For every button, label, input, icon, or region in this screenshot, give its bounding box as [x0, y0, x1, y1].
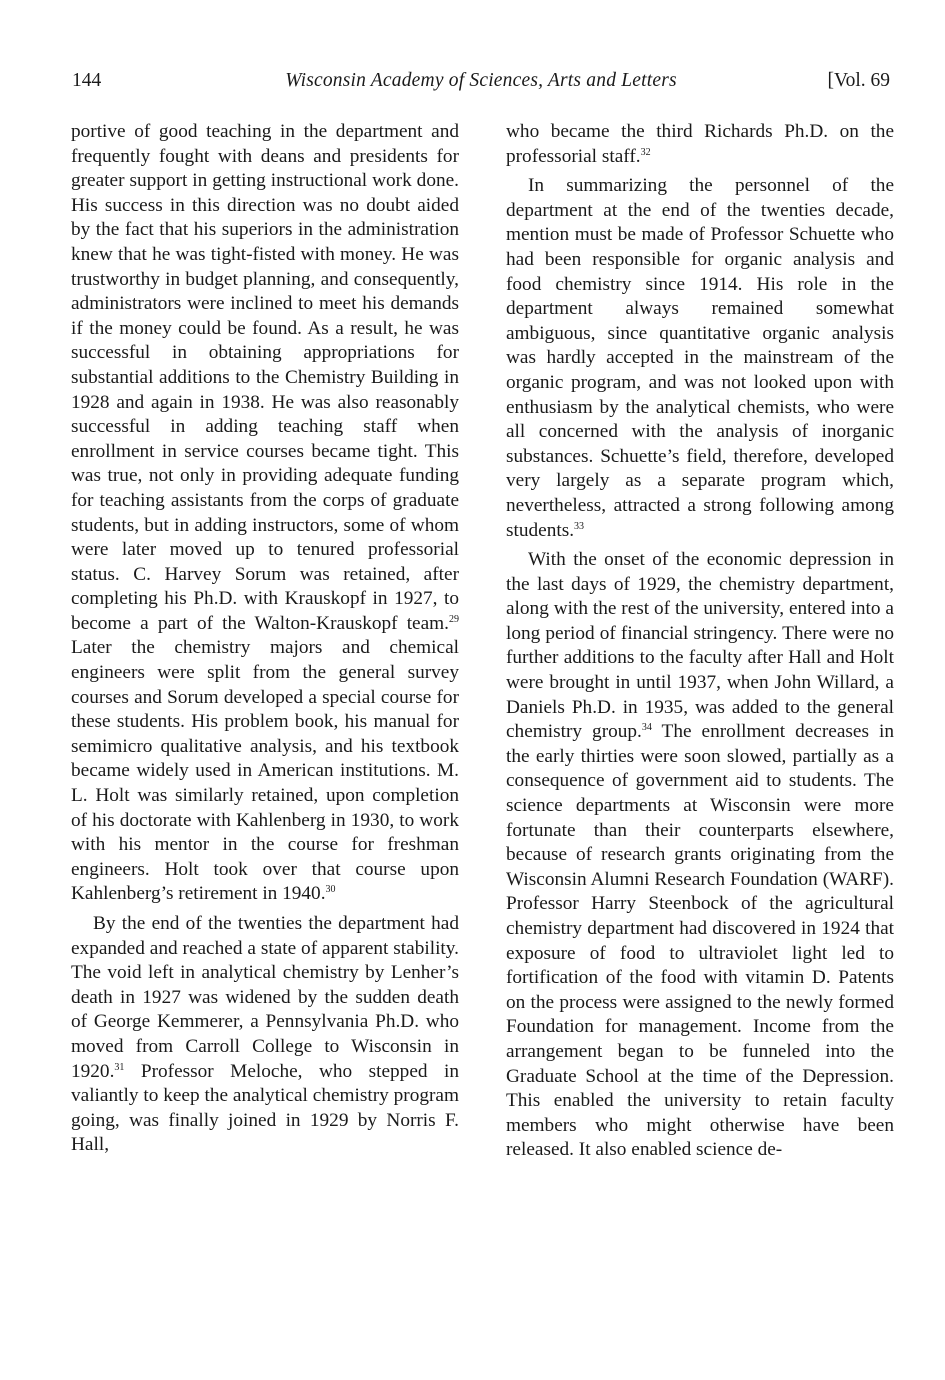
footnote-ref: 31 — [114, 1061, 125, 1073]
right-column — [506, 120, 894, 1163]
paragraph-text: portive of good teaching in the department and frequently fought with deans and presidents for greater support in getting instructional work done. His success in this direction was no doubt aided by the fact that his superiors in the administration knew that he was tight-fisted with money. He was trustworthy in budget planning, and consequently, administrators were inclined to meet his demands if the money could be found. As a result, he was successful in obtaining appropriations for substantial additions to the Chemistry Building in 1928 and again in 1938. He was also reasonably successful in adding teaching staff when enrollment in service courses became tight. This was true, not only in providing adequate funding for teaching assistants from the corps of graduate students, but in adding instructors, some of whom were later moved up to tenured professorial status. C. Harvey Sorum was retained, after completing his Ph.D. with Krauskopf in 1927, to become a part of the Walton-Krauskopf team. — [71, 121, 459, 634]
paragraph — [506, 120, 894, 169]
paragraph — [71, 912, 459, 1158]
paragraph — [506, 548, 894, 1163]
footnote-ref: 32 — [640, 146, 651, 158]
paragraph — [506, 174, 894, 543]
page-number: 144 — [72, 70, 102, 91]
footnote-ref: 34 — [641, 722, 652, 734]
paragraph-text: Professor Meloche, who stepped in valiantly to keep the analytical chemistry program going, was finally joined in 1929 by Norris F. Hall, — [71, 1060, 459, 1156]
left-column — [71, 120, 459, 1158]
paragraph-text: Later the chemistry majors and chemical engineers were split from the general survey courses and Sorum developed a special course for these students. His problem book, his manual for semimicro qualitative analysis, and his textbook became widely used in American institutions. M. L. Holt was similarly retained, upon completion of his doctorate with Kahlenberg in 1930, to work with his mentor in the course for freshman engineers. Holt took over that course upon Kahlenberg’s retirement in 1940. — [71, 637, 459, 905]
footnote-ref: 29 — [449, 613, 459, 625]
running-title: Wisconsin Academy of Sciences, Arts and Letters — [285, 70, 677, 91]
paragraph-text: In summarizing the personnel of the department at the end of the twenties decade, mention must be made of Professor Schuette who had been responsible for organic analysis and food chemistry since 1914. His role in the department always remained somewhat ambiguous, since quantitative organic analysis was hardly accepted in the mainstream of the organic program, and was not looked upon with enthusiasm by the analytical chemists, who were all concerned with the analysis of inorganic substances. Schuette’s field, therefore, developed very largely as a separate program which, nevertheless, attracted a strong following among students. — [506, 175, 894, 541]
paragraph — [71, 120, 459, 907]
paragraph-text: By the end of the twenties the department had expanded and reached a state of apparent stability. The void left in analytical chemistry by Lenher’s death in 1927 was widened by the sudden death of George Kemmerer, a Pennsylvania Ph.D. who moved from Carroll College to Wisconsin in 1920. — [71, 913, 459, 1082]
paragraph-text: The enrollment decreases in the early thirties were soon slowed, partially as a consequence of government aid to students. The science departments at Wisconsin were more fortunate than their counterparts elsewhere, because of research grants originating from the Wisconsin Alumni Research Foundation (WARF). Professor Harry Steenbock of the agricultural chemistry department had discovered in 1924 that exposure of food to ultraviolet light led to fortification of the food with vitamin D. Patents on the process were assigned to the newly formed Foundation for management. Income from the arrangement began to be funneled into the Graduate School at the time of the Depression. This enabled the university to retain faculty members who might otherwise have been released. It also enabled science de- — [506, 721, 894, 1161]
volume-label: [Vol. 69 — [827, 70, 890, 91]
paragraph-text: who became the third Richards Ph.D. on the professorial staff. — [506, 121, 894, 167]
footnote-ref: 30 — [325, 884, 336, 896]
page-header — [72, 70, 890, 104]
footnote-ref: 33 — [574, 520, 585, 532]
paragraph-text: With the onset of the economic depression in the last days of 1929, the chemistry department, along with the rest of the university, entered into a long period of financial stringency. There were no further additions to the faculty after Hall and Holt were brought in until 1937, when John Willard, a Daniels Ph.D. in 1935, was added to the general chemistry group. — [506, 549, 894, 743]
